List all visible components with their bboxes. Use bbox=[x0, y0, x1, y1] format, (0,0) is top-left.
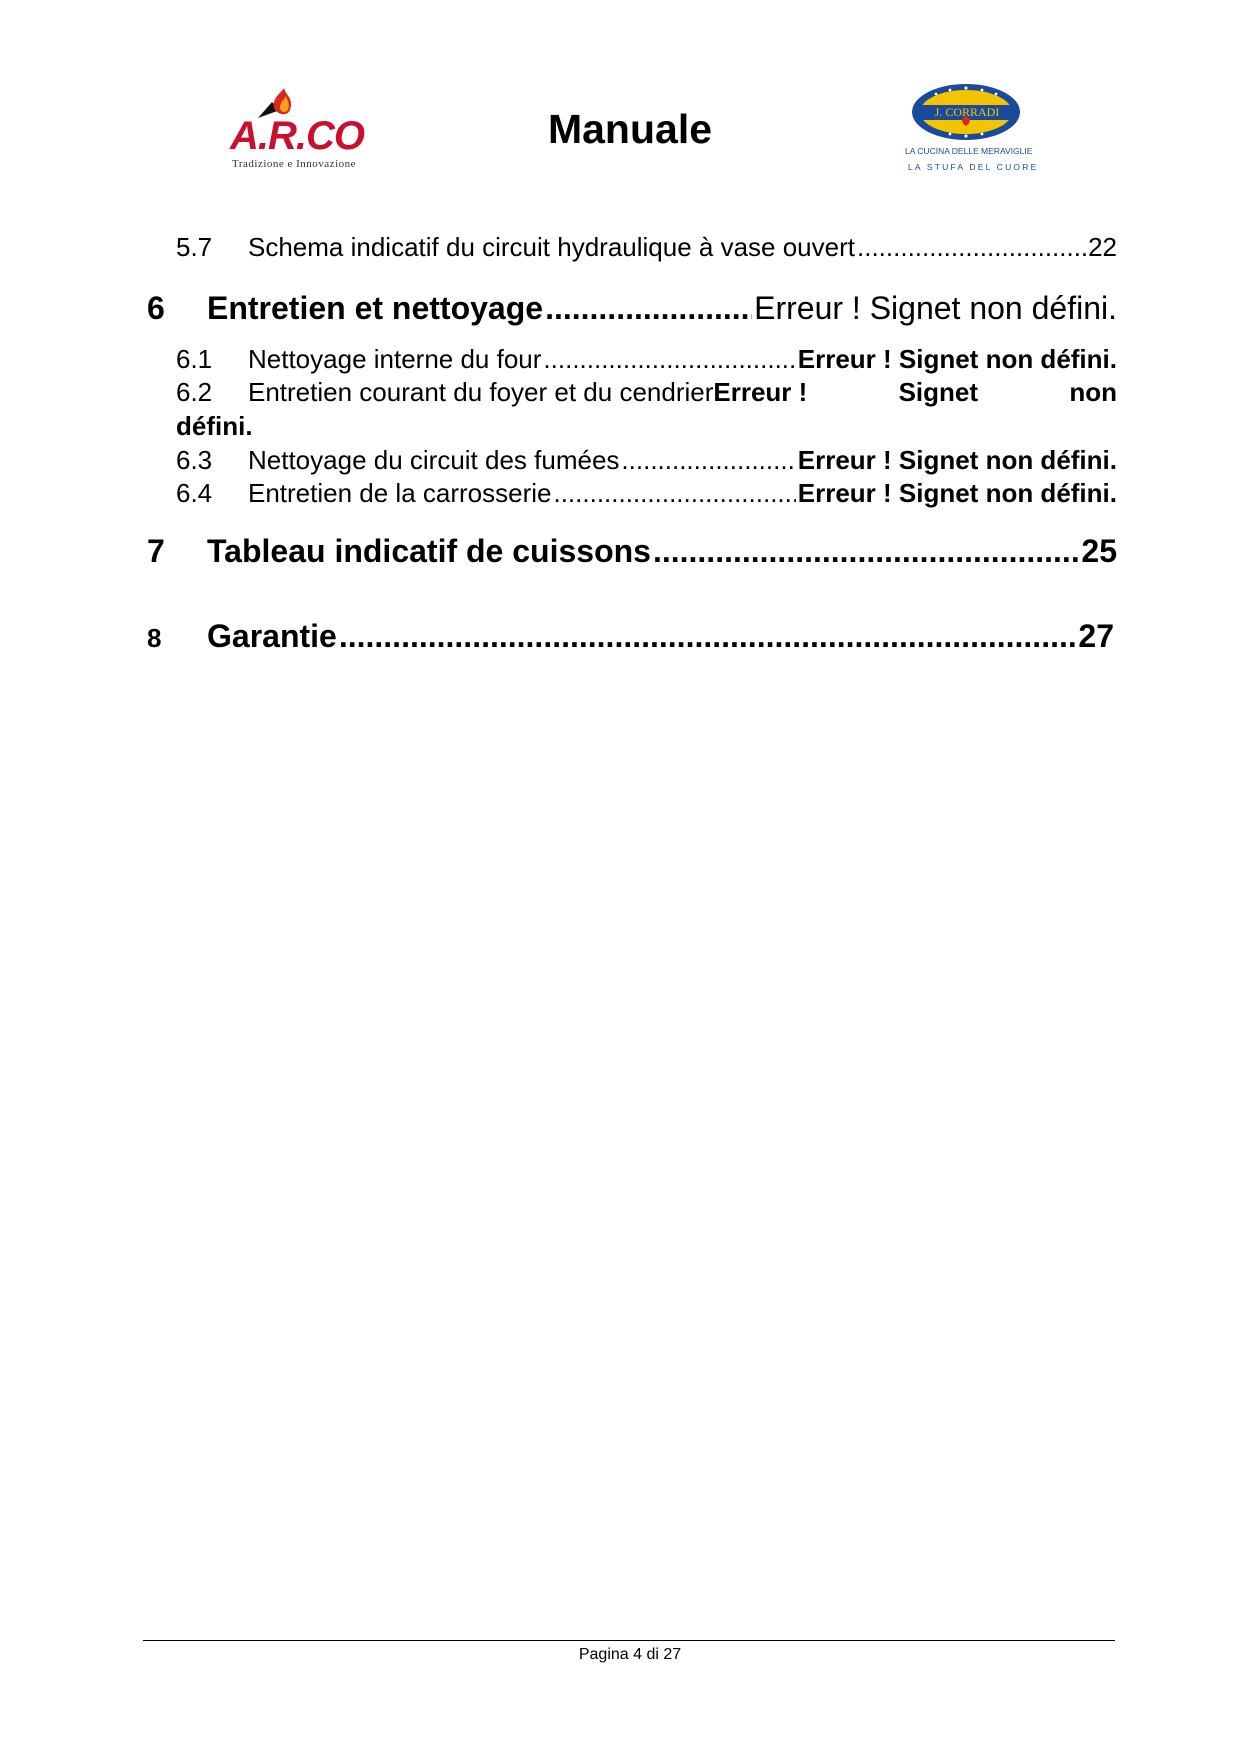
toc-entry-number: 6.3 bbox=[176, 445, 213, 475]
toc-entry-number: 8 bbox=[147, 623, 162, 653]
toc-leader-dots bbox=[339, 618, 1077, 655]
toc-entry-page-signet: Signet bbox=[898, 377, 979, 407]
toc-entry-text: Nettoyage du circuit des fumées bbox=[248, 445, 620, 475]
toc-leader-dots bbox=[653, 533, 1079, 570]
corradi-logo-line2: LA STUFA DEL CUORE bbox=[908, 162, 1039, 172]
toc-entry-text: Schema indicatif du circuit hydraulique à vase ouvert bbox=[248, 232, 855, 262]
toc-entry-page: 27 bbox=[1078, 618, 1114, 654]
toc-entry-page: Erreur ! Signet non défini. bbox=[797, 478, 1117, 508]
toc-entry-page: Erreur ! Signet non défini. bbox=[797, 445, 1117, 475]
toc-entry-text: Entretien de la carrosserie bbox=[248, 478, 552, 508]
toc-entry-number: 6 bbox=[147, 290, 165, 326]
page-number: Pagina 4 di 27 bbox=[578, 1646, 682, 1663]
toc-entry-6-1[interactable] bbox=[176, 344, 1117, 375]
footer-rule bbox=[143, 1640, 1115, 1641]
page-title: Manuale bbox=[547, 106, 713, 152]
toc-entry-page: Erreur ! Signet non défini. bbox=[754, 290, 1117, 326]
toc-entry-page: 25 bbox=[1081, 533, 1117, 569]
toc-entry-8[interactable] bbox=[147, 618, 1114, 655]
corradi-logo bbox=[900, 82, 1039, 178]
toc-leader-dots bbox=[857, 232, 1086, 263]
toc-entry-number: 6.1 bbox=[176, 344, 213, 374]
arco-logo-name: A.R.CO bbox=[230, 114, 364, 158]
toc-entry-number: 7 bbox=[147, 533, 165, 569]
toc-leader-dots bbox=[543, 344, 795, 375]
toc-entry-page-non: non bbox=[1069, 377, 1117, 407]
toc-entry-6-2-continuation: défini. bbox=[176, 411, 253, 441]
toc-entry-page: 22 bbox=[1088, 232, 1117, 262]
toc-entry-text: Tableau indicatif de cuissons bbox=[207, 533, 651, 569]
corradi-logo-line1: LA CUCINA DELLE MERAVIGLIE bbox=[905, 146, 1033, 156]
toc-entry-6-4[interactable] bbox=[176, 478, 1117, 509]
toc-entry-7[interactable] bbox=[147, 533, 1117, 570]
toc-entry-5-7[interactable] bbox=[176, 232, 1117, 263]
toc-entry-6[interactable] bbox=[147, 290, 1117, 327]
arco-logo-tagline: Tradizione e Innovazione bbox=[232, 158, 357, 170]
toc-entry-number: 5.7 bbox=[176, 232, 213, 262]
toc-entry-page: Erreur ! Signet non défini. bbox=[797, 344, 1117, 374]
arco-logo bbox=[228, 88, 378, 174]
toc-leader-dots bbox=[553, 478, 795, 509]
toc-entry-text: Garantie bbox=[207, 618, 337, 654]
toc-entry-6-2[interactable] bbox=[176, 377, 1117, 408]
toc-entry-number: 6.2 bbox=[176, 377, 213, 407]
toc-entry-text: Entretien et nettoyage bbox=[207, 290, 544, 326]
toc-entry-text: Entretien courant du foyer et du cendrier bbox=[248, 377, 714, 407]
toc-entry-6-3[interactable] bbox=[176, 445, 1117, 476]
toc-entry-number: 6.4 bbox=[176, 478, 213, 508]
toc-entry-page: Erreur ! bbox=[713, 377, 808, 407]
corradi-logo-name: J. CORRADI bbox=[934, 105, 1000, 119]
toc-leader-dots bbox=[545, 290, 752, 327]
toc-entry-text: Nettoyage interne du four bbox=[248, 344, 542, 374]
toc-leader-dots bbox=[621, 445, 795, 476]
